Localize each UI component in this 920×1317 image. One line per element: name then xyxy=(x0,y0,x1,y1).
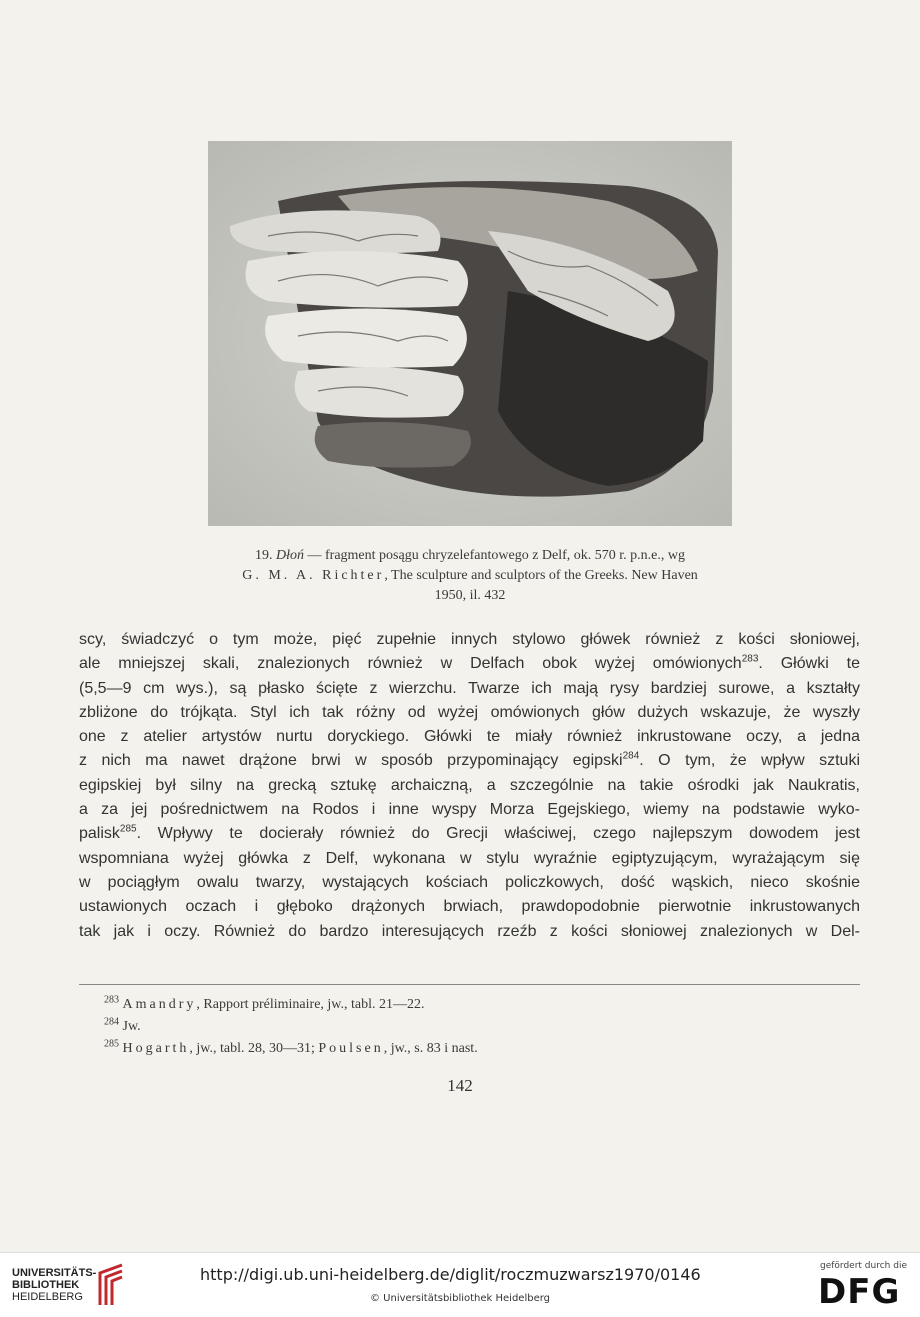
body-text xyxy=(79,628,860,944)
footnote-283: $^{283}$ Amandry, Rapport préliminaire, jw., tabl. 21—22. xyxy=(104,994,425,1012)
caption-line-2: G. M. A. Richter, The sculpture and sculptors of the Greeks. New Haven xyxy=(242,568,698,583)
caption-line-3: 1950, il. 432 xyxy=(434,588,506,603)
caption-line-1: 19. Dłoń — fragment posągu chryzelefantowego z Delf, ok. 570 r. p.n.e., wg xyxy=(255,548,685,563)
body-line: w pociągłym owalu twarzy, wystających kościach policzkowych, dość wąskich, nieco skośnie xyxy=(79,873,860,891)
viewer-footer xyxy=(0,1252,920,1317)
body-line: zbliżone do trójkąta. Styl ich tak różny od wyżej omówionych głów dużych wskazuje, że wyszły xyxy=(79,703,860,721)
dfg-logo[interactable]: DFG xyxy=(818,1272,901,1312)
body-line: ustawionych oczach i głęboko drążonych brwiach, prawdopodobnie pierwotnie inkrustowanych xyxy=(79,898,860,916)
page-number: 142 xyxy=(447,1076,473,1095)
figure-photo xyxy=(208,141,732,526)
body-line: one z atelier artystów nurtu doryckiego. Główki te miały również inkrustowane oczy, a jedna xyxy=(79,728,860,746)
body-line: ale mniejszej skali, znalezionych również w Delfach obok wyżej omówionych$^{283}$. Główki te xyxy=(79,653,860,673)
permalink-url[interactable]: http://digi.ub.uni-heidelberg.de/diglit/roczmuzwarsz1970/0146 xyxy=(200,1265,701,1284)
body-line: a za jej pośrednictwem na Rodos i inne wyspy Morza Egejskiego, wiemy na podstawie wyko- xyxy=(79,801,860,819)
footnote-divider xyxy=(79,984,860,985)
library-name: UNIVERSITÄTS- BIBLIOTHEK HEIDELBERG xyxy=(12,1267,97,1303)
body-line: palisk$^{285}$. Wpływy te docierały również do Grecji właściwej, czego najlepszym dowodem jest xyxy=(79,824,860,843)
footnote-284: $^{284}$ Jw. xyxy=(104,1016,141,1034)
footnote-285: $^{285}$ Hogarth, jw., tabl. 28, 30—31; Poulsen, jw., s. 83 i nast. xyxy=(104,1038,478,1056)
body-line: (5,5—9 cm wys.), są płasko ścięte z wierzchu. Twarze ich mają rysy bardziej surowe, a kształty xyxy=(79,679,860,697)
copyright-notice: © Universitätsbibliothek Heidelberg xyxy=(370,1293,551,1304)
funding-note: gefördert durch die xyxy=(820,1261,907,1271)
footnote-ref[interactable]: 284 xyxy=(622,751,640,763)
hand-fragment-image xyxy=(208,141,732,526)
body-line: egipskiej był silny na grecką sztukę archaiczną, a szczególnie na takie ośrodki jak Naukratis, xyxy=(79,776,860,794)
figure-caption xyxy=(150,546,790,606)
body-line: wspomniana wyżej główka z Delf, wykonana w stylu wyraźnie egiptyzującym, wyrażającym się xyxy=(79,849,860,867)
footnote-ref[interactable]: 283 xyxy=(741,653,759,665)
footnote-ref[interactable]: 285 xyxy=(119,824,137,836)
body-line: scy, świadczyć o tym może, pięć zupełnie innych stylowo główek również z kości słoniowej, xyxy=(79,631,860,648)
body-line: z nich ma nawet drążone brwi w sposób przypominający egipski$^{284}$. O tym, że wpływ sztuki xyxy=(79,751,860,770)
body-line: tak jak i oczy. Również do bardzo interesujących rzeźb z kości słoniowej znalezionych w Del- xyxy=(79,922,860,940)
library-logo-icon xyxy=(92,1261,128,1309)
footnotes xyxy=(104,994,804,1060)
